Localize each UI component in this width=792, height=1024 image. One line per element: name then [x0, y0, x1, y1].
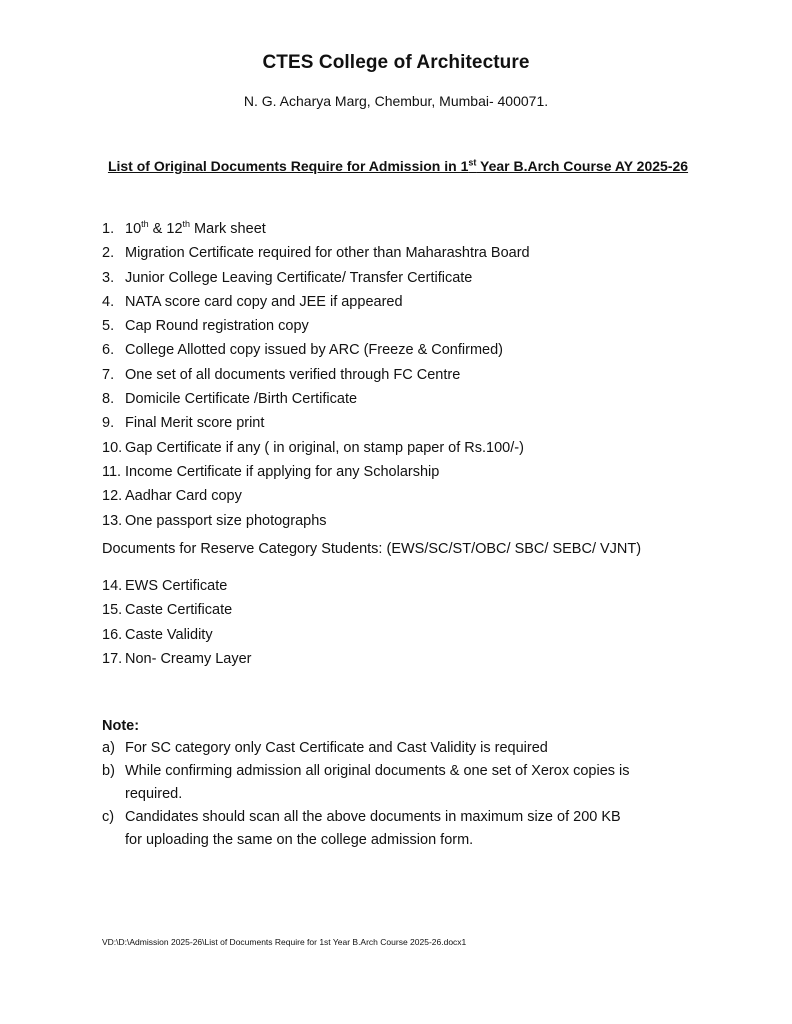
list-item	[102, 624, 722, 648]
list-item	[102, 364, 722, 388]
note-heading: Note:	[102, 718, 140, 734]
heading-text-pre: List of Original Documents Require for Admission in 1	[107, 158, 469, 174]
list-item	[102, 388, 722, 412]
mark-sheet-12: & 12	[148, 221, 183, 237]
list-item-number: 16.	[102, 626, 123, 643]
list-item-number: 2.	[102, 245, 115, 262]
list-item	[102, 242, 722, 266]
reserve-documents-list	[102, 575, 722, 672]
list-item-text: Caste Validity	[125, 626, 213, 643]
note-text: While confirming admission all original documents & one set of Xerox copies is	[125, 763, 630, 779]
sup-th-2: th	[182, 219, 191, 230]
note-item	[102, 760, 722, 806]
list-item	[102, 599, 722, 623]
note-label: c)	[102, 809, 115, 825]
list-item	[102, 291, 722, 315]
list-item-text: Junior College Leaving Certificate/ Transfer Certificate	[125, 269, 473, 286]
list-item	[102, 437, 722, 461]
note-label: b)	[102, 763, 115, 779]
list-item	[102, 315, 722, 339]
note-text: For SC category only Cast Certificate and Cast Validity is required	[125, 740, 548, 756]
list-item-number: 8.	[102, 391, 115, 408]
college-address: N. G. Acharya Marg, Chembur, Mumbai- 400071.	[243, 93, 549, 109]
sup-th-1: th	[141, 219, 149, 230]
list-item-text: Gap Certificate if any ( in original, on stamp paper of Rs.100/-)	[125, 439, 524, 456]
list-item-number: 1.	[102, 221, 115, 237]
list-item-text: Final Merit score print	[125, 415, 265, 432]
list-item-number: 6.	[102, 342, 115, 359]
note-text-cont: required.	[125, 786, 183, 802]
list-item-number: 7.	[102, 366, 115, 383]
note-text: Candidates should scan all the above documents in maximum size of 200 KB	[125, 809, 621, 825]
list-item-text: One passport size photographs	[125, 512, 327, 529]
list-item-number: 11.	[102, 463, 122, 480]
list-item	[102, 461, 722, 485]
list-item-number: 5.	[102, 318, 115, 335]
list-item	[102, 267, 722, 291]
list-item	[102, 485, 722, 509]
note-item	[102, 737, 722, 760]
reserve-category-heading: Documents for Reserve Category Students: (EWS/SC/ST/OBC/ SBC/ SEBC/ VJNT)	[102, 541, 642, 557]
list-item-text: Migration Certificate required for other than Maharashtra Board	[125, 245, 530, 262]
list-item-number: 4.	[102, 293, 115, 310]
list-item-number: 9.	[102, 415, 115, 432]
list-item-text: EWS Certificate	[125, 578, 228, 594]
list-item-number: 14.	[102, 578, 123, 594]
list-item-text: Domicile Certificate /Birth Certificate	[125, 391, 358, 408]
college-title: CTES College of Architecture	[262, 52, 530, 73]
list-item-text: College Allotted copy issued by ARC (Freeze & Confirmed)	[125, 342, 503, 359]
list-item-number: 3.	[102, 269, 115, 286]
list-item-number: 10.	[102, 439, 123, 456]
list-item-text: Caste Certificate	[125, 602, 233, 619]
heading-text-post: Year B.Arch Course AY 2025-26	[476, 158, 689, 174]
list-item-text: Cap Round registration copy	[125, 318, 309, 335]
footer-file-path: VD:\D:\Admission 2025-26\List of Documents Require for 1st Year B.Arch Course 2025-26.docx1	[102, 937, 467, 947]
mark-sheet-label: Mark sheet	[190, 221, 266, 237]
list-item	[102, 218, 722, 242]
list-item-text: One set of all documents verified through FC Centre	[125, 366, 461, 383]
notes-list	[102, 737, 722, 852]
list-item	[102, 510, 722, 534]
note-label: a)	[102, 740, 115, 756]
note-item	[102, 806, 722, 852]
mark-sheet-10: 10	[125, 221, 142, 237]
note-text-cont: for uploading the same on the college admission form.	[125, 832, 474, 848]
heading-sup: st	[468, 157, 477, 168]
list-item-text	[125, 218, 266, 240]
list-item	[102, 339, 722, 363]
list-item-text: Aadhar Card copy	[125, 488, 242, 505]
list-item	[102, 412, 722, 436]
list-item-text: Non- Creamy Layer	[125, 650, 252, 667]
document-heading	[68, 158, 728, 174]
list-item	[102, 648, 722, 672]
list-item-text: Income Certificate if applying for any Scholarship	[125, 463, 440, 480]
list-item-number: 15.	[102, 602, 123, 619]
list-item-number: 13.	[102, 512, 123, 529]
list-item-text: NATA score card copy and JEE if appeared	[125, 293, 403, 310]
list-item-number: 12.	[102, 488, 123, 505]
documents-list	[102, 218, 722, 534]
list-item-number: 17.	[102, 650, 123, 667]
list-item	[102, 575, 722, 599]
